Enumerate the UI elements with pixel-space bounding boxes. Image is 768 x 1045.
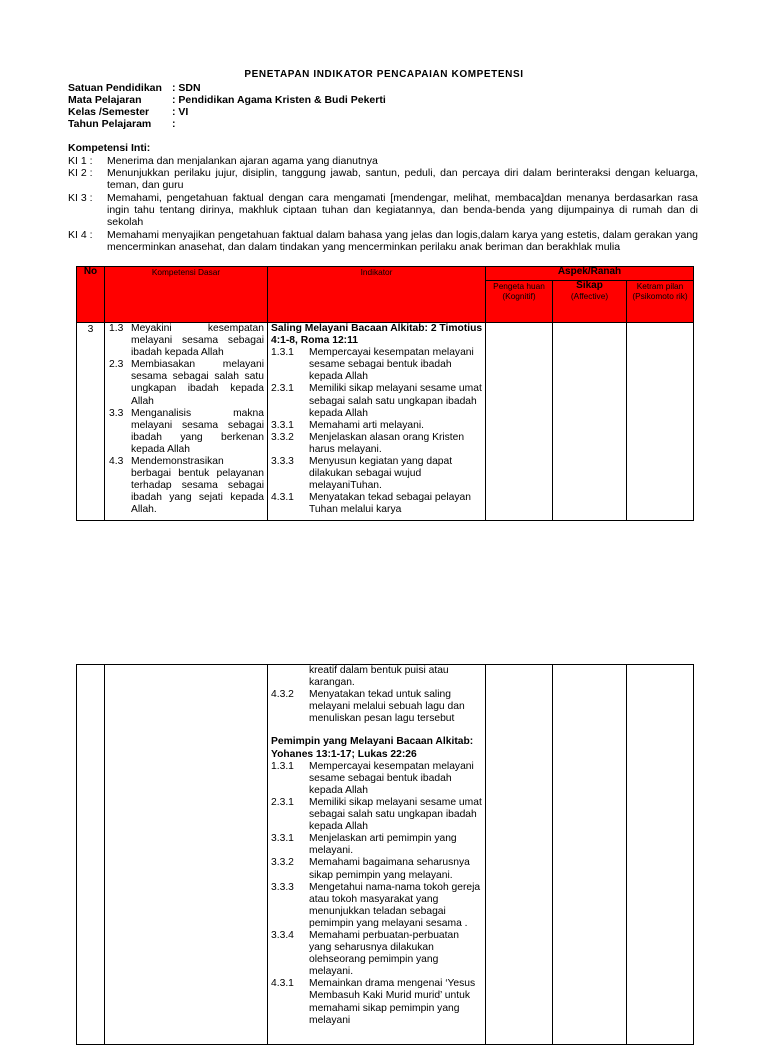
indikator-number: 3.3.2 <box>271 431 294 443</box>
kompetensi-dasar-cell <box>105 323 268 521</box>
kompetensi-dasar-cell <box>105 665 268 1045</box>
indikator-number: 3.3.1 <box>271 833 294 845</box>
indikator-text: Memainkan drama mengenai ‘Yesus Membasuh Kaki Murid murid’ untuk memahami sikap pemimpin yang melayani <box>309 978 476 1026</box>
indikator-item <box>271 857 483 881</box>
indikator-text: Menjelaskan alasan orang Kristen harus melayani. <box>309 431 465 455</box>
header-sikap-sub: (Affective) <box>570 291 609 301</box>
ki-2 <box>68 167 698 191</box>
indikator-number: 4.3.1 <box>271 978 294 990</box>
header-indikator: Indikator <box>268 267 486 323</box>
indikator-text: Memahami arti melayani. <box>309 419 425 431</box>
indikator-continued-text: kreatif dalam bentuk puisi atau karangan. <box>309 665 449 689</box>
kd-number: 4.3 <box>109 456 124 468</box>
table-row <box>77 323 694 521</box>
indikator-text: Memiliki sikap melayani sesame umat sebagai salah satu ungkapan ibadah kepada Allah <box>309 383 482 419</box>
ki-label: KI 2 : <box>68 167 93 179</box>
kd-text: Meyakini kesempatan melayani sesama sebagai ibadah kepada Allah <box>131 323 264 359</box>
kognitif-cell <box>486 665 553 1045</box>
indikator-item <box>271 930 483 978</box>
document-title: PENETAPAN INDIKATOR PENCAPAIAN KOMPETENSI <box>244 69 524 80</box>
indikator-text: Memahami perbuatan-perbuatan yang seharusnya dilakukan olehseorang pemimpin yang melayani. <box>309 929 459 978</box>
indikator-cell <box>268 323 486 521</box>
meta-value: : <box>172 118 176 130</box>
meta-value: : Pendidikan Agama Kristen & Budi Pekerti <box>172 94 386 106</box>
indikator-text: Menjelaskan arti pemimpin yang melayani. <box>309 833 457 857</box>
sikap-cell <box>553 665 627 1045</box>
header-aspek: Aspek/Ranah <box>486 267 694 281</box>
indikator-text: Mempercayai kesempatan melayani sesame sebagai bentuk ibadah kepada Allah <box>309 347 474 383</box>
header-psikomotorik: Ketram pilan (Psikomoto rik) <box>627 281 694 323</box>
indikator-cell <box>268 665 486 1045</box>
indikator-number: 3.3.3 <box>271 881 294 893</box>
ki-heading: Kompetensi Inti: <box>68 142 151 154</box>
indikator-item <box>271 882 483 930</box>
ki-label: KI 3 : <box>68 192 93 204</box>
kd-text: Mendemonstrasikan berbagai bentuk pelayanan terhadap sesama sebagai ibadah yang sejati kepada Allah. <box>131 456 264 516</box>
indikator-item <box>271 347 483 383</box>
indikator-text: Menyusun kegiatan yang dapat dilakukan sebagai wujud melayaniTuhan. <box>309 456 453 492</box>
meta-tahun <box>68 118 176 130</box>
sikap-cell <box>553 323 627 521</box>
header-kognitif: Pengeta huan (Kognitif) <box>486 281 553 323</box>
indikator-heading: Pemimpin yang Melayani Bacaan Alkitab: Yohanes 13:1-17; Lukas 22:26 <box>271 736 474 760</box>
kd-number: 1.3 <box>109 323 124 334</box>
indikator-number: 3.3.1 <box>271 419 294 431</box>
kd-text: Menganalisis makna melayani sesama sebagai ibadah yang berkenan kepada Allah <box>131 407 264 455</box>
meta-mapel <box>68 94 386 106</box>
psikomotorik-cell <box>627 665 694 1045</box>
kd-number: 3.3 <box>109 407 124 419</box>
indikator-item <box>271 456 483 492</box>
indikator-item <box>271 689 483 725</box>
header-sikap-label: Sikap <box>576 280 603 291</box>
kognitif-cell <box>486 323 553 521</box>
meta-value: : SDN <box>172 82 201 94</box>
ki-text: Memahami menyajikan pengetahuan faktual dalam bahasa yang jelas dan logis,dalam karya yang estetis, dalam gerakan yang mencerminkan anasehat, dan dalam tindakan yang mencerminkan perilaku anak beriman dan berakhlak mulia <box>107 229 698 253</box>
meta-value: : VI <box>172 106 189 118</box>
kd-item <box>109 456 264 516</box>
indikator-number: 3.3.4 <box>271 929 294 941</box>
indikator-item <box>271 383 483 419</box>
indikator-number: 4.3.2 <box>271 689 294 701</box>
ki-text: Menunjukkan perilaku jujur, disiplin, tanggung jawab, santun, peduli, dan percaya diri dalam berinteraksi dengan keluarga, teman, dan guru <box>107 167 698 191</box>
meta-satuan <box>68 82 201 94</box>
ki-label: KI 1 : <box>68 155 93 167</box>
meta-label: Satuan Pendidikan <box>68 82 162 94</box>
indikator-item <box>271 833 483 857</box>
meta-label: Tahun Pelajaram <box>68 118 152 130</box>
meta-label: Kelas /Semester <box>68 106 150 118</box>
indikator-number: 1.3.1 <box>271 347 294 359</box>
indikator-item <box>271 978 483 1026</box>
ki-3 <box>68 192 698 228</box>
kd-text: Membiasakan melayani sesama sebagai salah satu ungkapan ibadah kepada Allah <box>131 359 264 407</box>
indikator-heading: Saling Melayani Bacaan Alkitab: 2 Timotius 4:1-8, Roma 12:11 <box>271 323 483 347</box>
indikator-number: 4.3.1 <box>271 492 294 504</box>
indikator-text: Menyatakan tekad sebagai pelayan Tuhan melalui karya <box>309 492 472 516</box>
meta-kelas <box>68 106 188 118</box>
header-no: No <box>77 267 105 323</box>
indicator-table-continued <box>76 664 694 1045</box>
indikator-text: Mengetahui nama-nama tokoh gereja atau tokoh masyarakat yang menunjukkan teladan sebagai pemimpin yang melayani sesama . <box>309 881 481 929</box>
ki-text: Memahami, pengetahuan faktual dengan cara mengamati [mendengar, melihat, membaca]dan menanya berdasarkan rasa ingin tahu tentang dirinya, makhluk ciptaan tuhan dan kegiatannya, dan benda-benda yang dijumpainya di rumah dan di sekolah <box>107 192 698 228</box>
indikator-number: 1.3.1 <box>271 760 294 772</box>
ki-label: KI 4 : <box>68 229 93 241</box>
indikator-item <box>271 432 483 456</box>
header-sikap <box>553 281 627 323</box>
meta-label: Mata Pelajaran <box>68 94 142 106</box>
kd-number: 2.3 <box>109 359 124 371</box>
psikomotorik-cell <box>627 323 694 521</box>
indikator-number: 3.3.3 <box>271 456 294 468</box>
kd-item <box>109 323 264 359</box>
indikator-item <box>271 761 483 797</box>
ki-4 <box>68 229 698 253</box>
ki-1 <box>68 155 698 167</box>
indikator-text: Memiliki sikap melayani sesame umat sebagai salah satu ungkapan ibadah kepada Allah <box>309 796 482 833</box>
indikator-item <box>271 492 483 516</box>
header-kompetensi-dasar: Kompetensi Dasar <box>105 267 268 323</box>
kd-item <box>109 408 264 456</box>
ki-text: Menerima dan menjalankan ajaran agama yang dianutnya <box>107 155 378 167</box>
row-no: 3 <box>77 323 105 521</box>
indikator-text: Menyatakan tekad untuk saling melayani melalui sebuah lagu dan menuliskan pesan lagu tersebut <box>309 689 465 725</box>
indikator-item <box>271 420 483 432</box>
indikator-number: 2.3.1 <box>271 796 294 808</box>
indikator-text: Memahami bagaimana seharusnya sikap pemimpin yang melayani. <box>309 857 470 881</box>
indikator-number: 3.3.2 <box>271 857 294 869</box>
row-no <box>77 665 105 1045</box>
kd-item <box>109 359 264 407</box>
indikator-item <box>271 797 483 833</box>
indikator-text: Mempercayai kesempatan melayani sesame sebagai bentuk ibadah kepada Allah <box>309 760 474 796</box>
table-row <box>77 665 694 1045</box>
indicator-table <box>76 266 694 521</box>
indikator-number: 2.3.1 <box>271 383 294 395</box>
